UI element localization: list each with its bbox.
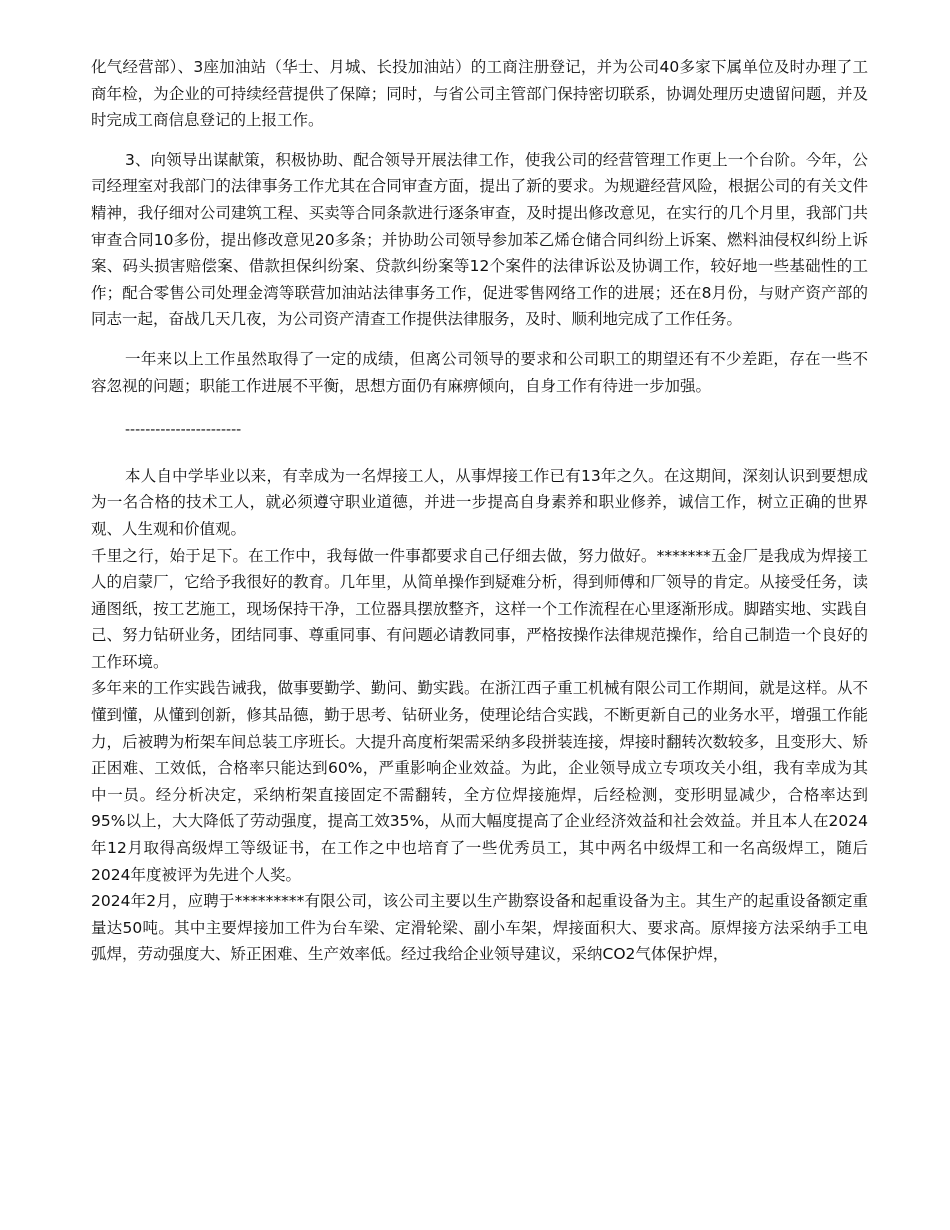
paragraph-business-registration: 化气经营部）、3座加油站（华士、月城、长投加油站）的工商注册登记，并为公司40多家下属单位及时办理了工商年检，为企业的可持续经营提供了保障；同时，与省公司主管部门保持密切联系，协调处理历史遗留问题，并及时完成工商信息登记的上报工作。 [91, 58, 868, 130]
paragraph-summary: 一年来以上工作虽然取得了一定的成绩，但离公司领导的要求和公司职工的期望还有不少差距，存在一些不容忽视的问题；职能工作进展不平衡，思想方面仍有麻痹倾向，自身工作有待进一步加强。 [91, 349, 868, 395]
paragraph-new-company: 2024年2月，应聘于*********有限公司，该公司主要以生产勘察设备和起重设备为主。其生产的起重设备额定重量达50吨。其中主要焊接加工件为台车梁、定滑轮梁、副小车架，焊接面积大、要求高。原焊接方法采纳手工电弧焊，劳动强度大、矫正困难、生产效率低。经过我给企业领导建议，采纳CO2气体保护焊， [91, 892, 868, 964]
paragraph-first-factory: 千里之行，始于足下。在工作中，我每做一件事都要求自己仔细去做，努力做好。*******五金厂是我成为焊接工人的启蒙厂，它给予我很好的教育。几年里，从简单操作到疑难分析，得到师傅和厂领导的肯定。从接受任务，读通图纸，按工艺施工，现场保持干净，工位器具摆放整齐，这样一个工作流程在心里逐渐形成。脚踏实地、实践自己、努力钻研业务，团结同事、尊重同事、有问题必请教同事，严格按操作法律规范操作，给自己制造一个良好的工作环境。 [91, 546, 868, 671]
paragraph-welder-intro: 本人自中学毕业以来，有幸成为一名焊接工人，从事焊接工作已有13年之久。在这期间，深刻认识到要想成为一名合格的技术工人，就必须遵守职业道德，并进一步提高自身素养和职业修养，诚信工作，树立正确的世界观、人生观和价值观。 [91, 466, 868, 538]
paragraph-work-practice: 多年来的工作实践告诫我，做事要勤学、勤问、勤实践。在浙江西子重工机械有限公司工作期间，就是这样。从不懂到懂，从懂到创新，修其品德，勤于思考、钻研业务，使理论结合实践，不断更新自己的业务水平，增强工作能力，后被聘为桁架车间总装工序班长。大提升高度桁架需采纳多段拼装连接，焊接时翻转次数较多，且变形大、矫正困难、工效低，合格率只能达到60%，严重影响企业效益。为此，企业领导成立专项攻关小组，我有幸成为其中一员。经分析决定，采纳桁架直接固定不需翻转，全方位焊接施焊，后经检测，变形明显减少，合格率达到95%以上，大大降低了劳动强度，提高工效35%，从而大幅度提高了企业经济效益和社会效益。并且本人在2024年12月取得高级焊工等级证书，在工作之中也培育了一些优秀员工，其中两名中级焊工和一名高级焊工，随后2024年度被评为先进个人奖。 [91, 679, 868, 884]
paragraph-legal-work: 3、向领导出谋献策，积极协助、配合领导开展法律工作，使我公司的经营管理工作更上一个台阶。今年，公司经理室对我部门的法律事务工作尤其在合同审查方面，提出了新的要求。为规避经营风险，根据公司的有关文件精神，我仔细对公司建筑工程、买卖等合同条款进行逐条审查，及时提出修改意见，在实行的几个月里，我部门共审查合同10多份，提出修改意见20多条；并协助公司领导参加苯乙烯仓储合同纠纷上诉案、燃料油侵权纠纷上诉案、码头损害赔偿案、借款担保纠纷案、贷款纠纷案等12个案件的法律诉讼及协调工作，较好地一些基础性的工作；配合零售公司处理金湾等联营加油站法律事务工作，促进零售网络工作的进展；还在8月份，与财产资产部的同志一起，奋战几天几夜，为公司资产清查工作提供法律服务，及时、顺利地完成了工作任务。 [91, 150, 868, 329]
section-divider: ----------------------- [125, 422, 242, 439]
